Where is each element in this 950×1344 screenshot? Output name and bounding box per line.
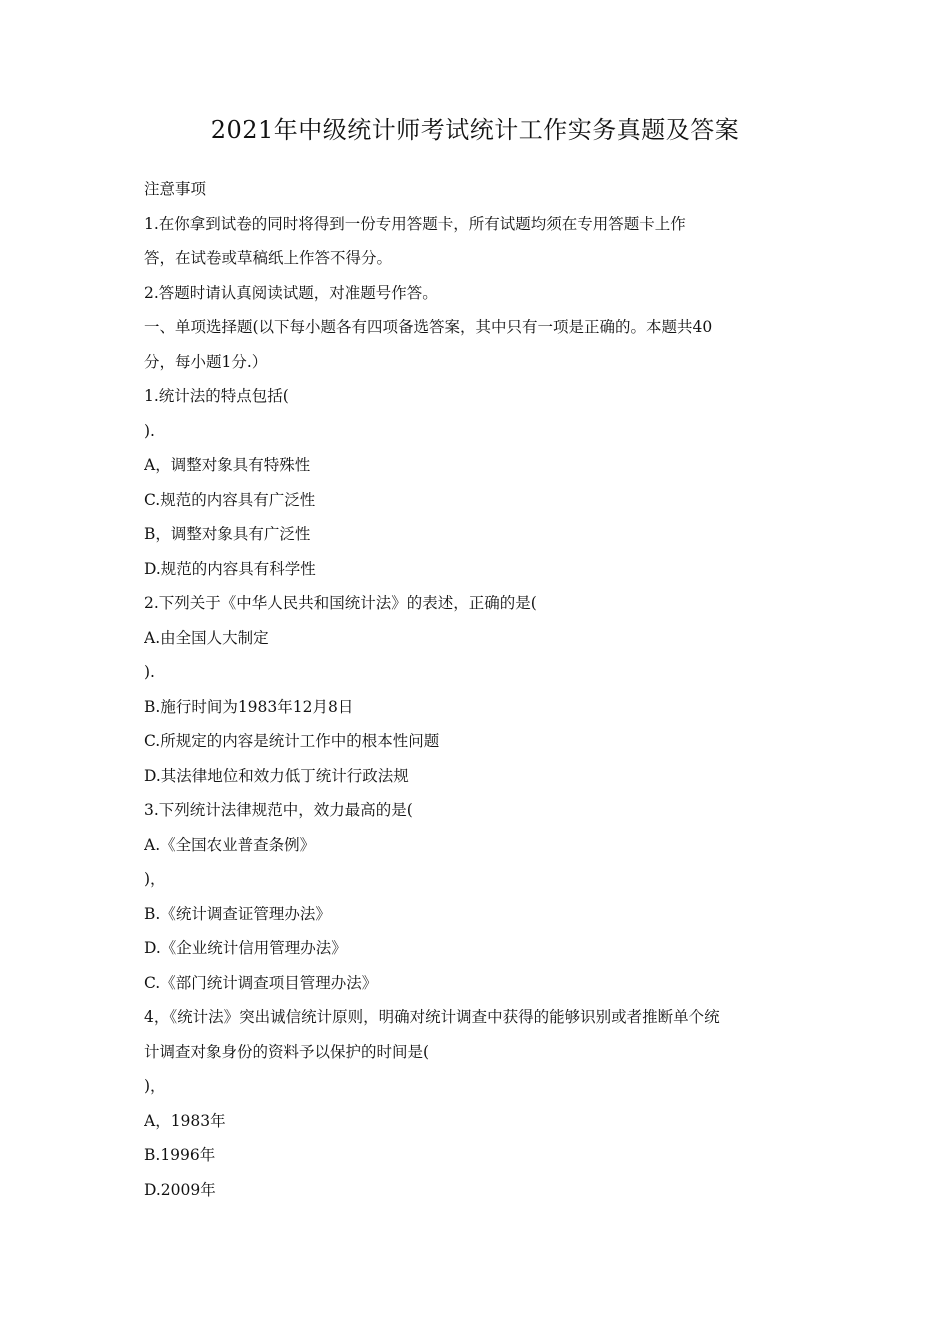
document-title: 2021年中级统计师考试统计工作实务真题及答案 (210, 116, 740, 144)
question-4-option: A，1983年 (144, 1111, 226, 1130)
document-body (144, 172, 804, 1207)
question-2-option: D.其法律地位和效力低丁统计行政法规 (144, 766, 409, 785)
question-3-option: A.《全国农业普查条例》 (144, 835, 316, 854)
section-heading-cont: 分，每小题1分.） (144, 352, 268, 371)
notice-item-2: 2.答题时请认真阅读试题，对准题号作答。 (144, 283, 438, 302)
question-3: 3.下列统计法律规范中，效力最高的是( (144, 801, 413, 819)
question-3-option: D.《企业统计信用管理办法》 (144, 939, 347, 957)
question-1-option: A，调整对象具有特殊性 (144, 456, 311, 474)
question-2-option: A.由全国人大制定 (144, 628, 269, 647)
question-4-option: D.2009年 (144, 1180, 216, 1199)
notice-heading: 注意事项 (144, 180, 207, 198)
question-1-option: B，调整对象具有广泛性 (144, 525, 311, 543)
notice-item-1: 1.在你拿到试卷的同时将得到一份专用答题卡，所有试题均须在专用答题卡上作 (144, 214, 686, 233)
question-3-option: C.《部门统计调查项目管理办法》 (144, 973, 378, 992)
question-4: 4，《统计法》突出诚信统计原则，明确对统计调查中获得的能够识别或者推断单个统 (144, 1008, 720, 1026)
question-2: 2.下列关于《中华人民共和国统计法》的表述，正确的是( (144, 594, 537, 612)
question-1-option: C.规范的内容具有广泛性 (144, 490, 316, 509)
section-heading: 一、单项选择题(以下每小题各有四项备选答案，其中只有一项是正确的。本题共40 (144, 318, 713, 336)
question-4-bracket: )， (144, 1077, 166, 1095)
question-2-option: C.所规定的内容是统计工作中的根本性问题 (144, 732, 440, 750)
question-3-option: B.《统计调查证管理办法》 (144, 904, 331, 923)
question-3-bracket: )， (144, 870, 166, 888)
question-2-bracket: ). (144, 663, 155, 681)
question-1-bracket: ). (144, 421, 155, 440)
question-4-option: B.1996年 (144, 1146, 216, 1164)
question-2-option: B.施行时间为1983年12月8日 (144, 697, 354, 716)
notice-item-1-cont: 答，在试卷或草稿纸上作答不得分。 (144, 249, 393, 267)
question-1: 1.统计法的特点包括( (144, 387, 289, 405)
question-1-option: D.规范的内容具有科学性 (144, 559, 316, 578)
question-4-cont: 计调查对象身份的资料予以保护的时间是( (144, 1042, 430, 1061)
